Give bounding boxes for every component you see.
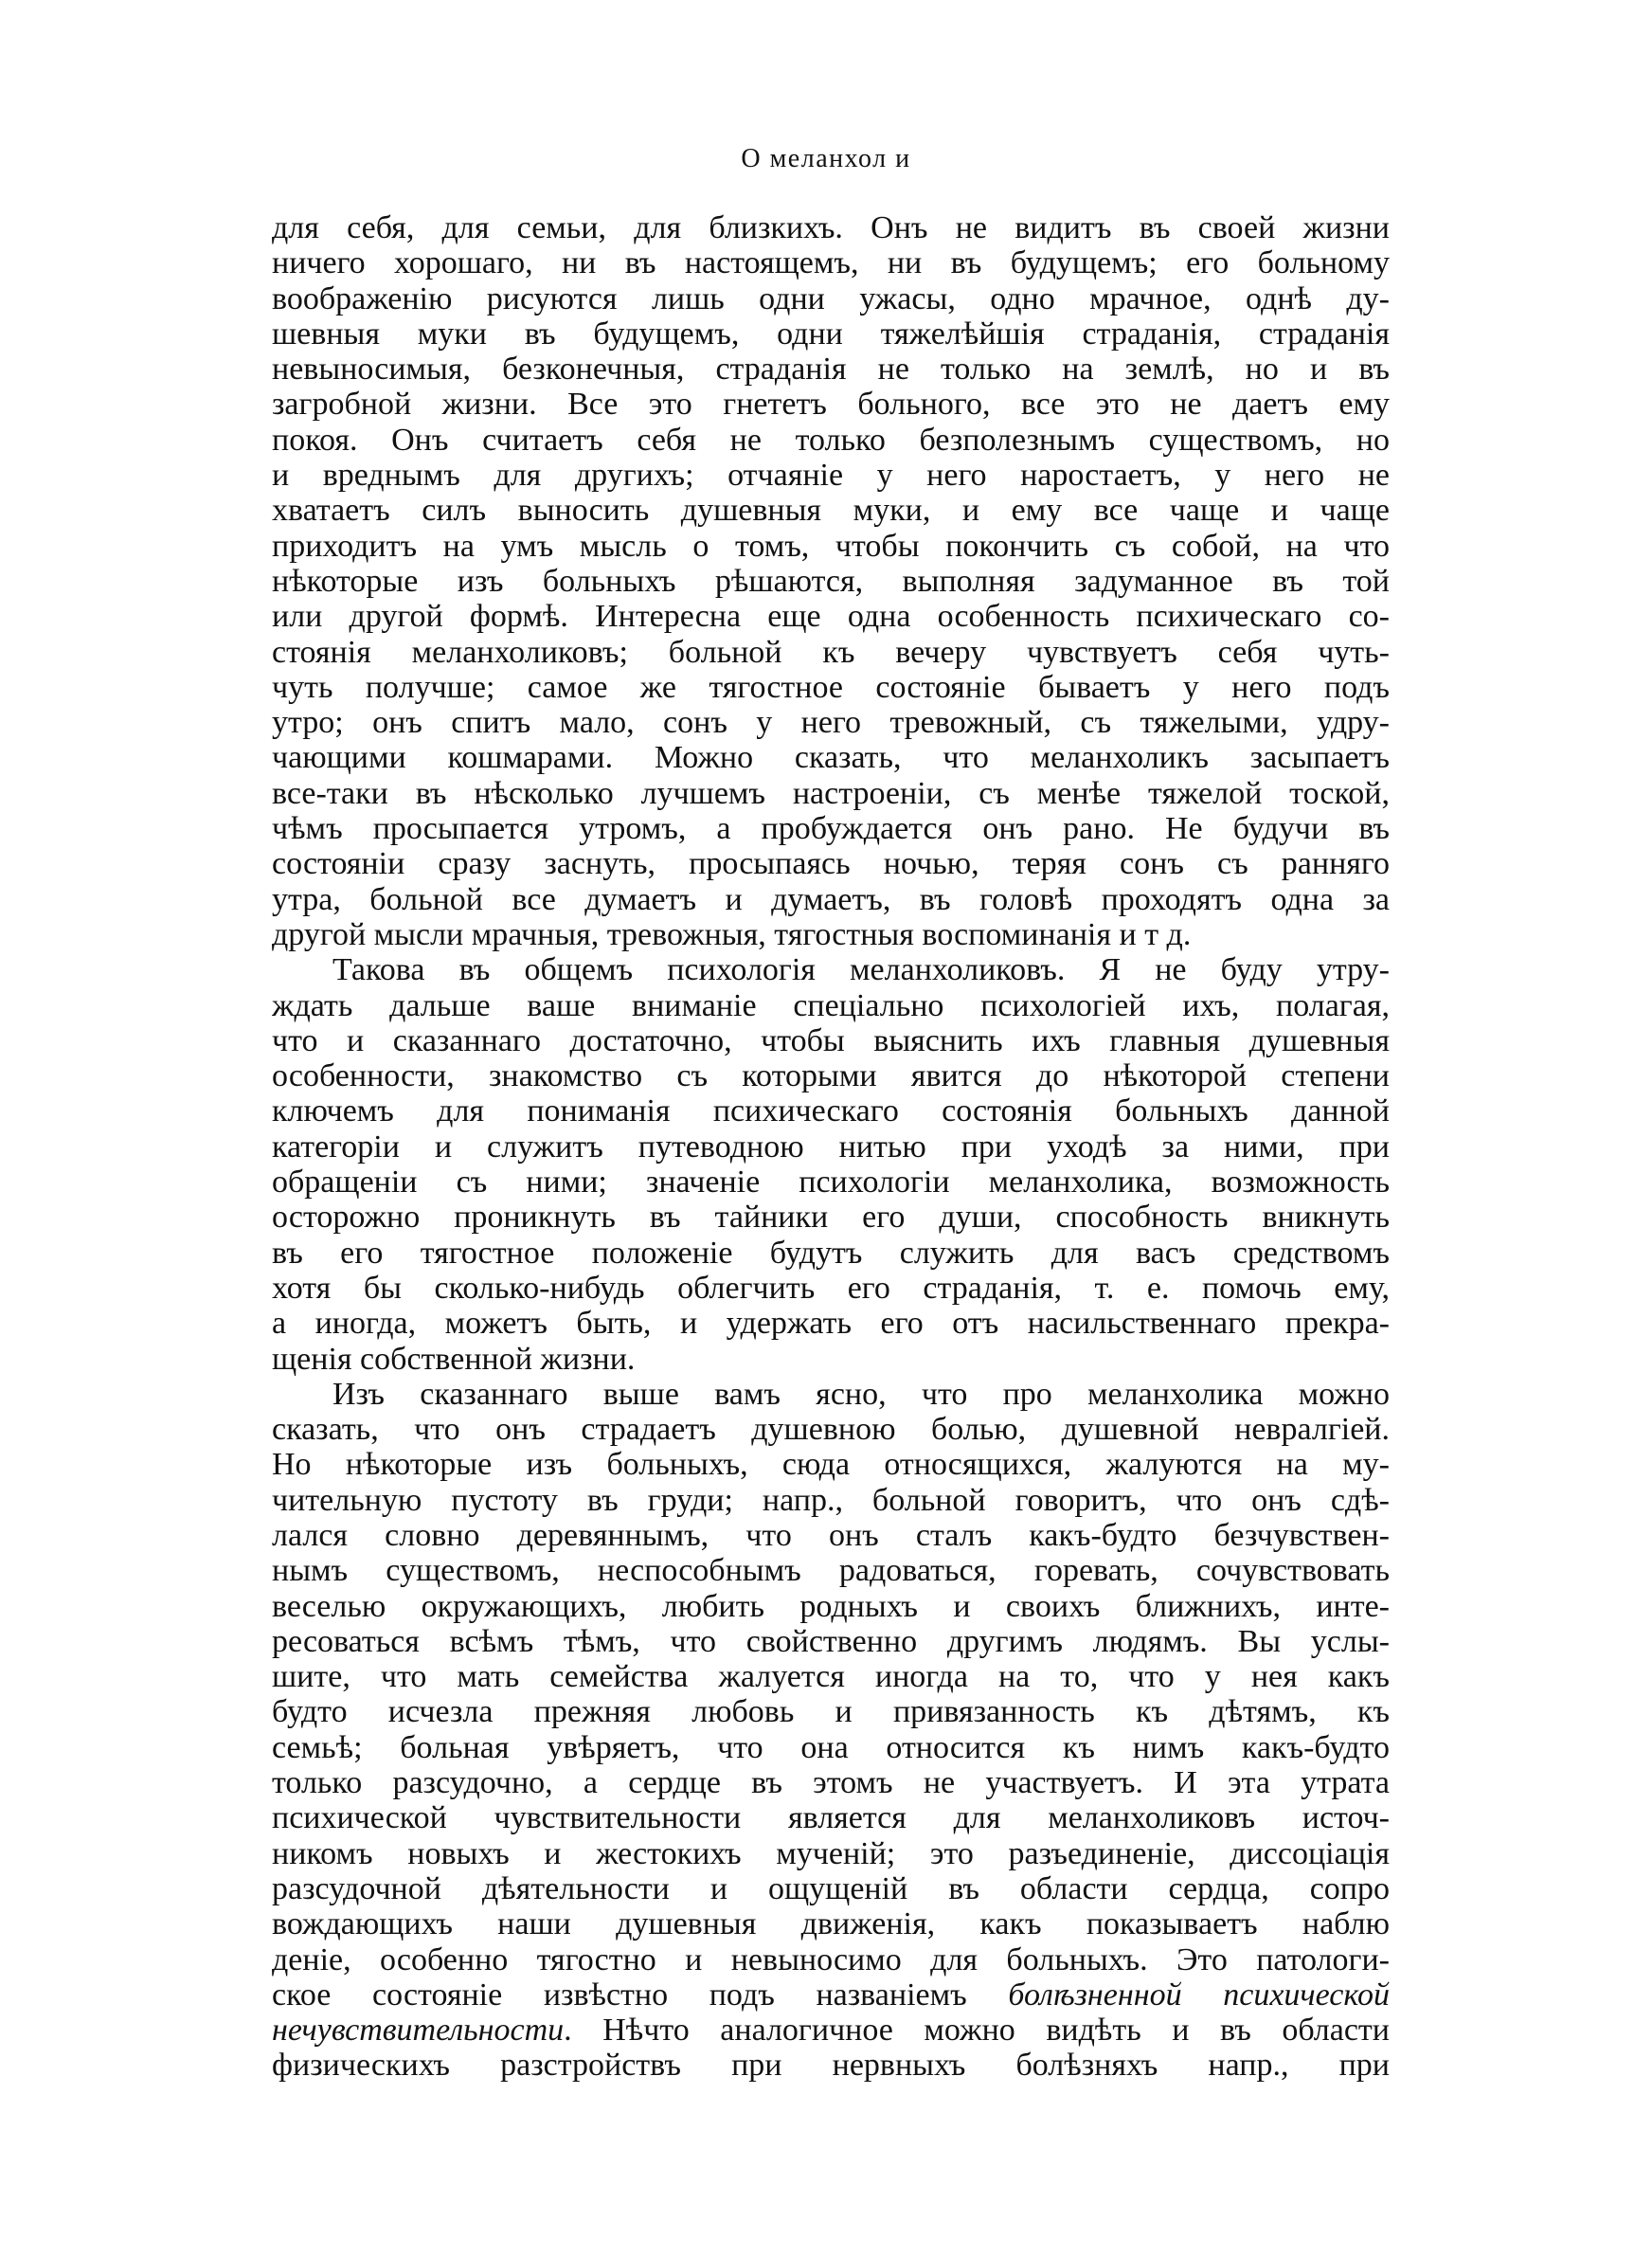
text-line: и вреднымъ для другихъ; отчаяніе у него наростаетъ, у него не bbox=[272, 458, 1390, 494]
text-line: другой мысли мрачныя, тревожныя, тягостныя воспоминанія и т д. bbox=[272, 916, 1192, 952]
text-line: Изъ сказаннаго выше вамъ ясно, что про меланхолика можно bbox=[332, 1376, 1390, 1412]
text-line: въ его тягостное положеніе будутъ служить для васъ средствомъ bbox=[272, 1235, 1390, 1271]
text-line: утра, больной все думаетъ и думаетъ, въ головѣ проходятъ одна за bbox=[272, 881, 1390, 917]
text-line: чительную пустоту въ груди; напр., больной говоритъ, что онъ сдѣ- bbox=[272, 1482, 1390, 1518]
text-line: особенности, знакомство съ которыми явится до нѣкоторой степени bbox=[272, 1058, 1390, 1094]
text-line: Но нѣкоторые изъ больныхъ, сюда относящихся, жалуются на му- bbox=[272, 1447, 1390, 1483]
text-line: никомъ новыхъ и жестокихъ мученій; это разъединеніе, диссоціація bbox=[272, 1835, 1390, 1871]
text-line: ресоваться всѣмъ тѣмъ, что свойственно другимъ людямъ. Вы услы- bbox=[272, 1623, 1390, 1659]
text-line: Такова въ общемъ психологія меланхоликовъ. Я не буду утру- bbox=[332, 952, 1390, 988]
text-line: лался словно деревяннымъ, что онъ сталъ какъ-будто безчувствен- bbox=[272, 1517, 1390, 1553]
text-line: ключемъ для пониманія психическаго состоянія больныхъ данной bbox=[272, 1093, 1390, 1129]
italic-term: болѣзненной психической bbox=[1008, 1977, 1390, 2013]
text-line: воображенію рисуются лишь одни ужасы, одно мрачное, однѣ ду- bbox=[272, 280, 1390, 316]
text-line: чуть получше; самое же тягостное состояніе бываетъ у него подъ bbox=[272, 669, 1390, 705]
text-line: хотя бы сколько-нибудь облегчить его страданія, т. е. помочь ему, bbox=[272, 1270, 1390, 1306]
body-text bbox=[272, 210, 1390, 2084]
text-line: все-таки въ нѣсколько лучшемъ настроеніи, съ менѣе тяжелой тоской, bbox=[272, 775, 1390, 811]
text-line: ничего хорошаго, ни въ настоящемъ, ни въ будущемъ; его больному bbox=[272, 245, 1390, 281]
text-line: нымъ существомъ, неспособнымъ радоваться, горевать, сочувствовать bbox=[272, 1553, 1390, 1589]
paragraph-1 bbox=[272, 210, 1390, 952]
text-line: нѣкоторые изъ больныхъ рѣшаются, выполняя задуманное въ той bbox=[272, 563, 1390, 599]
paragraph-3 bbox=[272, 1377, 1390, 2084]
text-line: нечувствительности. Нѣчто аналогичное можно видѣть и въ области bbox=[272, 2013, 1390, 2049]
text-line: невыносимыя, безконечныя, страданія не только на землѣ, но и въ bbox=[272, 352, 1390, 388]
text-line: ское состояніе извѣстно подъ названіемъ болѣзненной психической bbox=[272, 1977, 1390, 2013]
text-line: приходитъ на умъ мысль о томъ, чтобы покончить съ собой, на что bbox=[272, 528, 1390, 564]
text-line: покоя. Онъ считаетъ себя не только безполезнымъ существомъ, но bbox=[272, 422, 1390, 458]
text-line: чѣмъ просыпается утромъ, а пробуждается онъ рано. Не будучи въ bbox=[272, 811, 1390, 847]
text-line: состояніи сразу заснуть, просыпаясь ночью, теряя сонъ съ ранняго bbox=[272, 846, 1390, 882]
running-header: О меланхол и bbox=[741, 144, 911, 173]
text-line: разсудочной дѣятельности и ощущеній въ области сердца, сопро bbox=[272, 1870, 1390, 1906]
text-line: загробной жизни. Все это гнететъ больного, все это не даетъ ему bbox=[272, 387, 1390, 423]
text-line: психической чувствительности является для меланхоликовъ источ- bbox=[272, 1800, 1390, 1836]
text-line: хватаетъ силъ выносить душевныя муки, и ему все чаще и чаще bbox=[272, 493, 1390, 529]
text-line: шите, что мать семейства жалуется иногда на то, что у нея какъ bbox=[272, 1659, 1390, 1695]
text-line: семьѣ; больная увѣряетъ, что она относится къ нимъ какъ-будто bbox=[272, 1729, 1390, 1765]
text-line: деніе, особенно тягостно и невыносимо для больныхъ. Это патологи- bbox=[272, 1941, 1390, 1977]
text-line: осторожно проникнуть въ тайники его души, способность вникнуть bbox=[272, 1200, 1390, 1236]
text-line: будто исчезла прежняя любовь и привязанность къ дѣтямъ, къ bbox=[272, 1694, 1390, 1730]
text-line: что и сказаннаго достаточно, чтобы выяснить ихъ главныя душевныя bbox=[272, 1022, 1390, 1058]
text-line: утро; онъ спитъ мало, сонъ у него тревожный, съ тяжелыми, удру- bbox=[272, 705, 1390, 741]
text-line: щенія собственной жизни. bbox=[272, 1341, 636, 1377]
text-line: для себя, для семьи, для близкихъ. Онъ не видитъ въ своей жизни bbox=[272, 210, 1390, 245]
text-line: категоріи и служитъ путеводною нитью при уходѣ за ними, при bbox=[272, 1128, 1390, 1165]
text-line: сказать, что онъ страдаетъ душевною болью, душевной невралгіей. bbox=[272, 1412, 1390, 1448]
text-line: или другой формѣ. Интересна еще одна особенность психическаго со- bbox=[272, 599, 1390, 635]
italic-term: нечувствительности bbox=[272, 2013, 565, 2049]
text-line: шевныя муки въ будущемъ, одни тяжелѣйшія страданія, страданія bbox=[272, 316, 1390, 352]
text-line: обращеніи съ ними; значеніе психологіи меланхолика, возможность bbox=[272, 1165, 1390, 1201]
text-line: чающими кошмарами. Можно сказать, что меланхоликъ засыпаетъ bbox=[272, 740, 1390, 776]
text-line: стоянія меланхоликовъ; больной къ вечеру чувствуетъ себя чуть- bbox=[272, 634, 1390, 670]
text-line: ждать дальше ваше вниманіе спеціально психологіей ихъ, полагая, bbox=[272, 987, 1390, 1023]
text-line: а иногда, можетъ быть, и удержать его отъ насильственнаго прекра- bbox=[272, 1306, 1390, 1342]
text-line: вождающихъ наши душевныя движенія, какъ показываетъ наблю bbox=[272, 1906, 1390, 1942]
text-line: только разсудочно, а сердце въ этомъ не участвуетъ. И эта утрата bbox=[272, 1765, 1390, 1801]
paragraph-2 bbox=[272, 952, 1390, 1377]
text-line: физическихъ разстройствъ при нервныхъ болѣзняхъ напр., при bbox=[272, 2048, 1390, 2084]
text-line: веселью окружающихъ, любить родныхъ и своихъ ближнихъ, инте- bbox=[272, 1588, 1390, 1624]
